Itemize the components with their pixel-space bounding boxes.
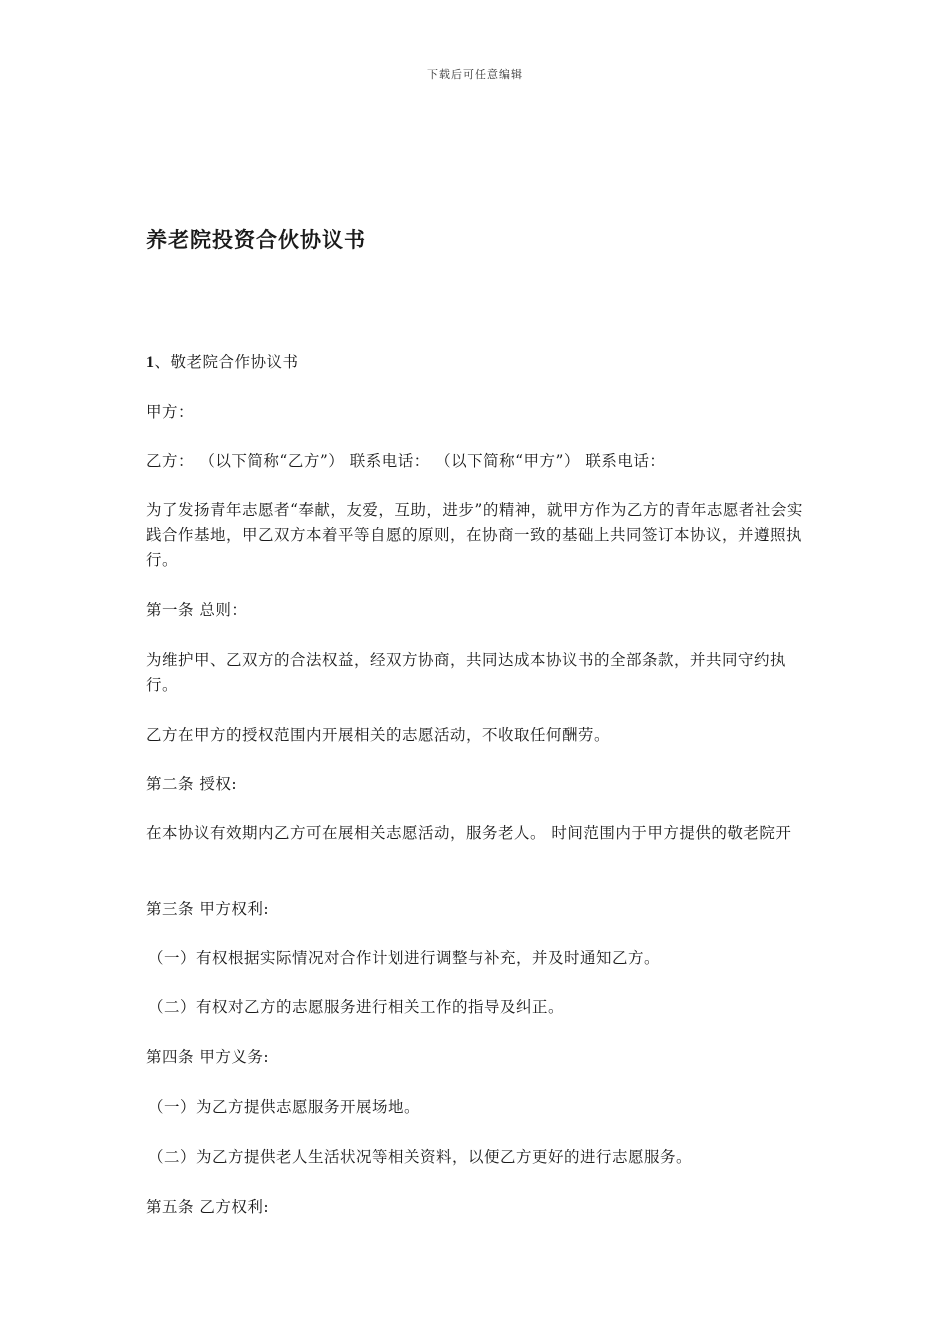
section-title: 、敬老院合作协议书 (154, 353, 299, 371)
article-3-item-1: （一）有权根据实际情况对合作计划进行调整与补充，并及时通知乙方。 (148, 949, 661, 967)
article-4-heading: 第四条 甲方义务: (146, 1048, 270, 1066)
article-4-item-2: （二）为乙方提供老人生活状况等相关资料，以便乙方更好的进行志愿服务。 (148, 1148, 693, 1166)
section-number: 1 (146, 354, 155, 371)
section-heading (146, 350, 806, 375)
article-1-heading: 第一条 总则： (146, 601, 248, 619)
party-b-line: 乙方： （以下简称“乙方”） 联系电话： （以下简称“甲方”） 联系电话： (146, 452, 666, 470)
article-2-paragraph: 在本协议有效期内乙方可在展相关志愿活动，服务老人。 时间范围内于甲方提供的敬老院开 (146, 824, 792, 842)
article-1-paragraph-1: 为维护甲、乙双方的合法权益，经双方协商，共同达成本协议书的全部条款，并共同守约执行。 (146, 651, 787, 694)
article-2-heading: 第二条 授权: (146, 775, 238, 793)
article-3-item-2: （二）有权对乙方的志愿服务进行相关工作的指导及纠正。 (148, 998, 565, 1016)
article-4-item-1: （一）为乙方提供志愿服务开展场地。 (148, 1098, 421, 1116)
party-a-line: 甲方： (146, 403, 195, 421)
article-3-heading: 第三条 甲方权利: (146, 900, 270, 918)
article-5-heading: 第五条 乙方权利: (146, 1198, 270, 1216)
article-1-paragraph-2: 乙方在甲方的授权范围内开展相关的志愿活动，不收取任何酬劳。 (146, 726, 611, 744)
preamble-paragraph: 为了发扬青年志愿者“奉献，友爱，互助，进步”的精神，就甲方作为乙方的青年志愿者社会实践合作基地，甲乙双方本着平等自愿的原则，在协商一致的基础上共同签订本协议，并遵照执行。 (146, 501, 803, 569)
page-header-note: 下载后可任意编辑 (427, 68, 523, 81)
document-title: 养老院投资合伙协议书 (146, 227, 366, 252)
